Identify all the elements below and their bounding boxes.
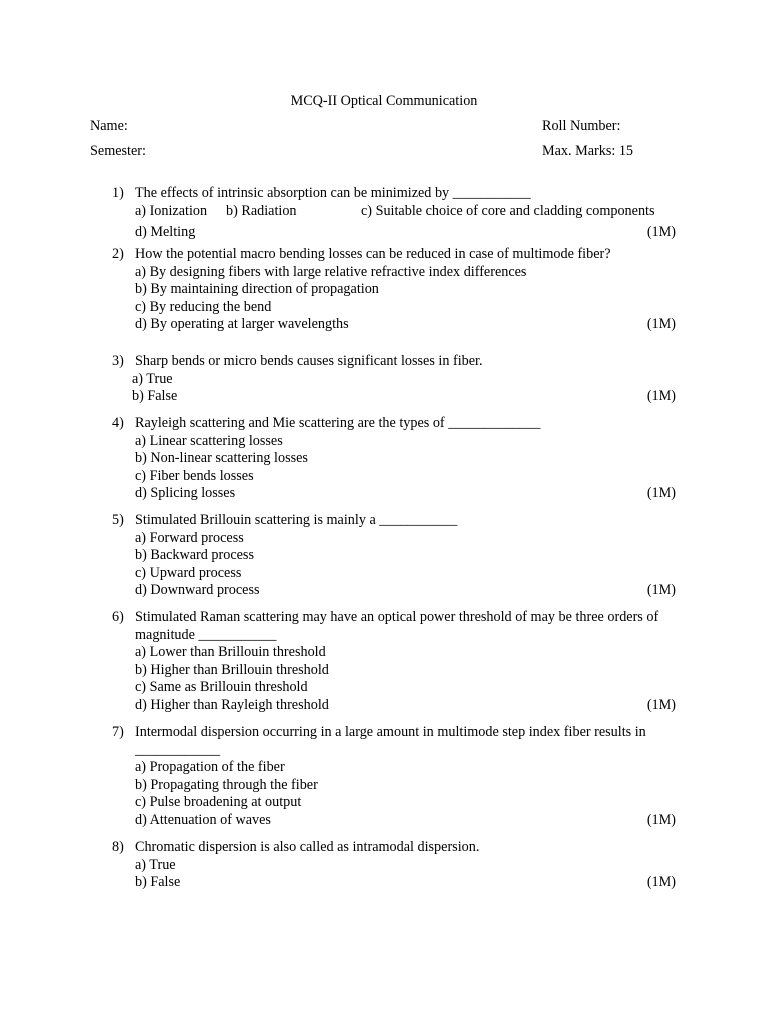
marks-label: (1M) [646, 223, 676, 240]
option: b) Radiation [226, 202, 297, 219]
page-title: MCQ-II Optical Communication [290, 93, 478, 109]
question-text: Stimulated Brillouin scattering is mainly a ___________ [135, 512, 458, 528]
question-number: 5) [112, 512, 124, 528]
marks-label: (1M) [646, 696, 676, 713]
option: b) Propagating through the fiber [135, 776, 318, 793]
option: b) By maintaining direction of propagation [135, 281, 379, 298]
option: b) Higher than Brillouin threshold [135, 661, 329, 678]
question-3 [112, 353, 676, 406]
option: a) By designing fibers with large relative refractive index differences [135, 263, 527, 280]
name-label: Name: [90, 118, 128, 134]
question-text: How the potential macro bending losses can be reduced in case of multimode fiber? [135, 246, 611, 262]
marks-label: (1M) [646, 582, 676, 599]
marks-label: (1M) [646, 811, 676, 828]
option: a) Linear scattering losses [135, 432, 283, 449]
option-row [112, 203, 676, 223]
option: a) True [132, 370, 173, 387]
option: d) Attenuation of waves [135, 811, 271, 828]
option: a) Propagation of the fiber [135, 759, 285, 776]
question-8 [112, 839, 676, 892]
question-7 [112, 724, 676, 830]
option: b) Backward process [135, 547, 254, 564]
marks-label: (1M) [646, 388, 676, 405]
question-text: Intermodal dispersion occurring in a large amount in multimode step index fiber results in ____________ [135, 724, 646, 758]
option: a) Lower than Brillouin threshold [135, 644, 326, 661]
option: b) False [135, 874, 181, 891]
question-2 [112, 246, 676, 334]
option: c) Same as Brillouin threshold [135, 679, 308, 696]
option: a) True [135, 856, 176, 873]
question-text: Chromatic dispersion is also called as intramodal dispersion. [135, 839, 480, 855]
option: c) Fiber bends losses [135, 467, 254, 484]
question-4 [112, 415, 676, 503]
question-number: 8) [112, 839, 124, 855]
option: c) Suitable choice of core and cladding components [361, 202, 655, 219]
question-number: 4) [112, 415, 124, 431]
question-1 [112, 185, 676, 241]
option: d) By operating at larger wavelengths [135, 316, 349, 333]
question-number: 7) [112, 724, 124, 740]
marks-label: (1M) [646, 316, 676, 333]
option: c) Upward process [135, 564, 242, 581]
option: a) Forward process [135, 529, 244, 546]
roll-number-label: Roll Number: [542, 118, 621, 134]
option: d) Melting [135, 223, 196, 240]
question-5 [112, 512, 676, 600]
question-text: The effects of intrinsic absorption can be minimized by ___________ [135, 185, 531, 201]
question-number: 1) [112, 185, 124, 201]
marks-label: (1M) [646, 485, 676, 502]
option: d) Downward process [135, 582, 260, 599]
question-number: 3) [112, 353, 124, 369]
marks-label: (1M) [646, 874, 676, 891]
option: d) Higher than Rayleigh threshold [135, 696, 329, 713]
option: b) Non-linear scattering losses [135, 450, 308, 467]
option: a) Ionization [135, 202, 208, 219]
question-text: Rayleigh scattering and Mie scattering are the types of _____________ [135, 415, 541, 431]
option: b) False [132, 388, 178, 405]
option: d) Splicing losses [135, 485, 236, 502]
question-text: Sharp bends or micro bends causes significant losses in fiber. [135, 353, 483, 369]
question-6 [112, 609, 676, 715]
option: c) By reducing the bend [135, 298, 272, 315]
semester-label: Semester: [90, 143, 146, 159]
question-number: 2) [112, 246, 124, 262]
max-marks-label: Max. Marks: 15 [542, 143, 634, 159]
question-text: Stimulated Raman scattering may have an optical power threshold of may be three orders of magnitude ___________ [135, 609, 659, 643]
question-number: 6) [112, 609, 124, 625]
option: c) Pulse broadening at output [135, 794, 302, 811]
